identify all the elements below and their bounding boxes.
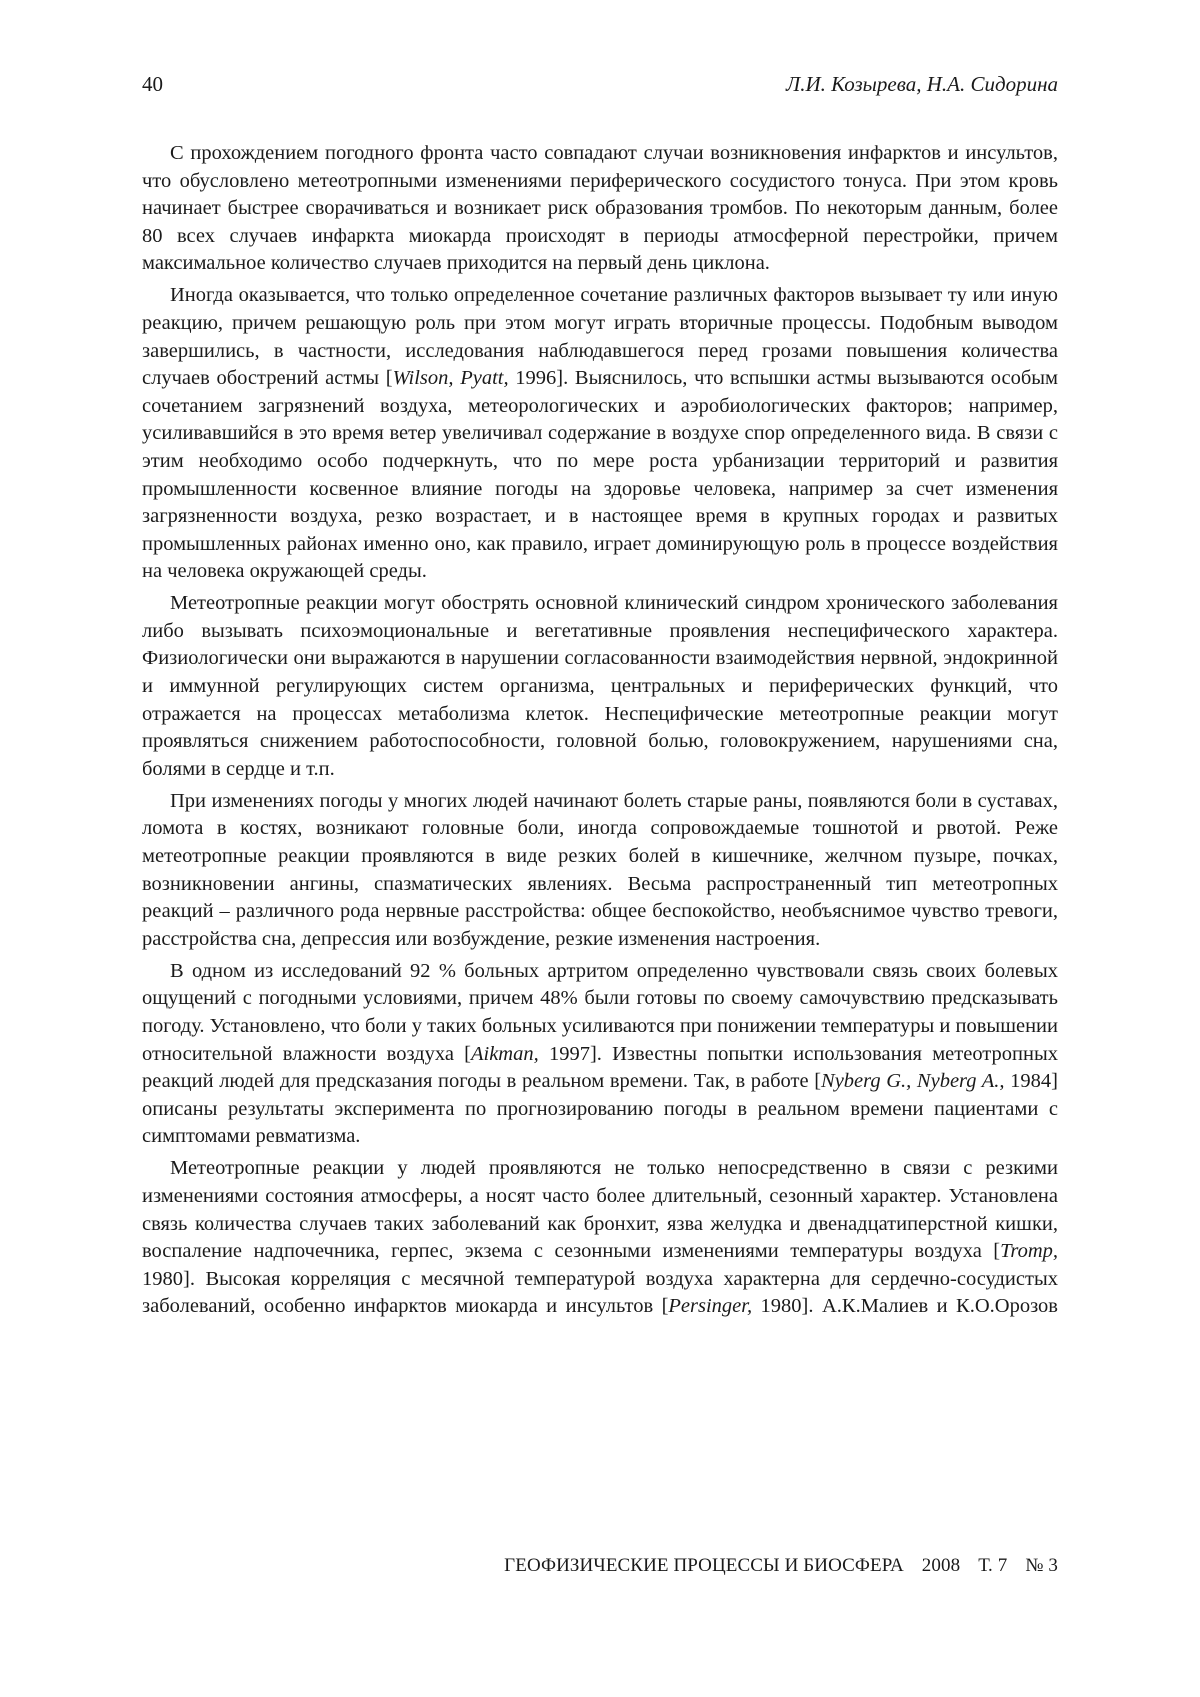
- journal-issue: № 3: [1025, 1555, 1058, 1576]
- article-body: [142, 140, 1058, 1325]
- journal-year: 2008: [921, 1555, 961, 1576]
- paragraph-text: 1996]. Выяснилось, что вспышки астмы вызываются особым сочетанием загрязнений воздуха, метеорологических и аэробиологических факторов; например, усиливавшийся в это время ветер увеличивал содержание в воздухе спор определенного вида. В связи с этим необходимо особо подчеркнуть, что по мере роста урбанизации территорий и развития промышленности косвенное влияние погоды на здоровье человека, например за счет изменения загрязненности воздуха, резко возрастает, и в настоящее время в крупных городах и развитых промышленных районах именно оно, как правило, играет доминирующую роль в процессе воздействия на человека окружающей среды.: [142, 367, 1058, 583]
- paragraph-text: При изменениях погоды у многих людей начинают болеть старые раны, появляются боли в суставах, ломота в костях, возникают головные боли, иногда сопровождаемые тошнотой и рвотой. Реже метеотропные реакции проявляются в виде резких болей в кишечнике, желчном пузыре, почках, возникновении ангины, спазматических явлениях. Весьма распространенный тип метеотропных реакций – различного рода нервные расстройства: общее беспокойство, необъяснимое чувство тревоги, расстройства сна, депрессия или возбуждение, резкие изменения настроения.: [142, 789, 1058, 950]
- body-paragraph: [142, 1155, 1058, 1321]
- citation-author: Nyberg G., Nyberg A.,: [821, 1070, 1005, 1093]
- body-paragraph: [142, 590, 1058, 783]
- paragraph-text: 1997]. Известны попытки использования метеотропных реакций людей для предсказания погоды в реальном времени. Так, в работе [: [142, 1042, 1058, 1093]
- citation-author: Persinger,: [668, 1295, 753, 1318]
- paragraph-text: Метеотропные реакции у людей проявляются не только непосредственно в связи с резкими изменениями состояния атмосферы, а носят часто более длительный, сезонный характер. Установлена связь количества случаев таких заболеваний как бронхит, язва желудка и двенадцатиперстной кишки, воспаление надпочечника, герпес, экзема с сезонными изменениями температуры воздуха [: [142, 1157, 1058, 1263]
- body-paragraph: [142, 958, 1058, 1151]
- body-paragraph: [142, 788, 1058, 954]
- paragraph-text: 1980]. А.К.Малиев и К.О.Орозов: [752, 1295, 1058, 1318]
- paragraph-text: С прохождением погодного фронта часто совпадают случаи возникновения инфарктов и инсультов, что обусловлено метеотропными изменениями периферического сосудистого тонуса. При этом кровь начинает быстрее сворачиваться и возникает риск образования тромбов. По некоторым данным, более 80 всех случаев инфаркта миокарда происходят в периоды атмосферной перестройки, причем максимальное количество случаев приходится на первый день циклона.: [142, 142, 1058, 275]
- body-paragraph: [142, 282, 1058, 586]
- paragraph-text: Иногда оказывается, что только определенное сочетание различных факторов вызывает ту или иную реакцию, причем решающую роль при этом могут играть вторичные процессы. Подобным выводом завершились, в частности, исследования наблюдавшегося перед грозами повышения количества случаев обострений астмы [: [142, 284, 1058, 390]
- citation-author: Tromp,: [1000, 1240, 1058, 1263]
- paragraph-text: 1984] описаны результаты эксперимента по прогнозированию погоды в реальном времени пациентами с симптомами ревматизма.: [142, 1070, 1058, 1148]
- running-authors: Л.И. Козырева, Н.А. Сидорина: [785, 72, 1058, 96]
- citation-author: Aikman,: [470, 1042, 539, 1065]
- journal-title: ГЕОФИЗИЧЕСКИЕ ПРОЦЕССЫ И БИОСФЕРА: [504, 1555, 904, 1576]
- paragraph-text: Метеотропные реакции могут обострять основной клинический синдром хронического заболевания либо вызывать психоэмоциональные и вегетативные проявления неспецифического характера. Физиологически они выражаются в нарушении согласованности взаимодействия нервной, эндокринной и иммунной регулирующих систем организма, центральных и периферических функций, что отражается на процессах метаболизма клеток. Неспецифические метеотропные реакции могут проявляться снижением работоспособности, головной болью, головокружением, нарушениями сна, болями в сердце и т.п.: [142, 592, 1058, 780]
- paragraph-text: 1980]. Высокая корреляция с месячной температурой воздуха характерна для сердечно-сосудистых заболеваний, особенно инфарктов миокарда и инсультов [: [142, 1267, 1058, 1318]
- journal-footer: [504, 1555, 1058, 1577]
- running-header: [142, 72, 1058, 102]
- page-number: 40: [142, 72, 163, 96]
- paragraph-text: В одном из исследований 92 % больных артритом определенно чувствовали связь своих болевых ощущений с погодными условиями, причем 48% были готовы по своему самочувствию предсказывать погоду. Установлено, что боли у таких больных усиливаются при понижении температуры и повышении относительной влажности воздуха [: [142, 959, 1058, 1065]
- citation-author: Wilson, Pyatt,: [392, 367, 509, 390]
- body-paragraph: [142, 140, 1058, 278]
- journal-volume: Т. 7: [978, 1555, 1008, 1576]
